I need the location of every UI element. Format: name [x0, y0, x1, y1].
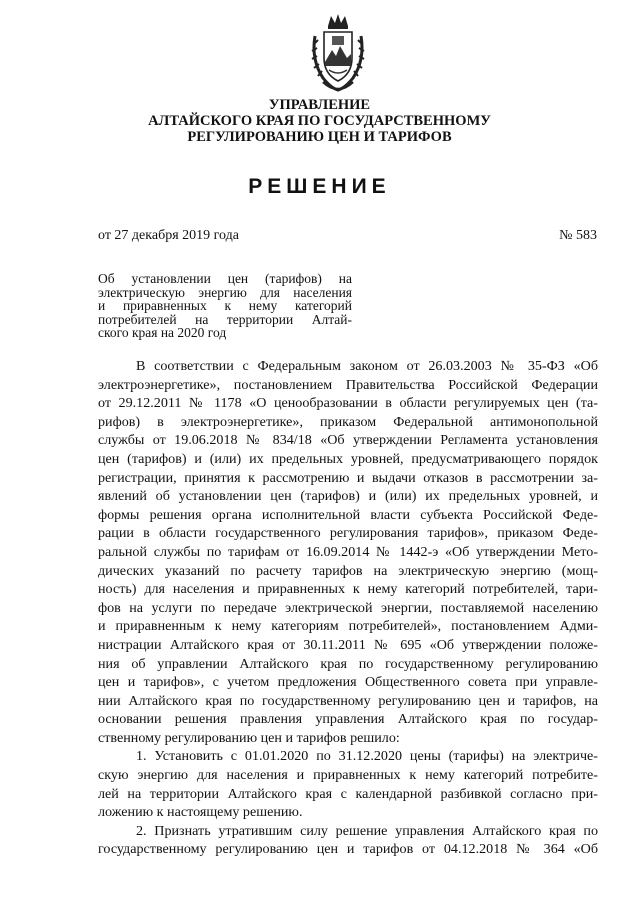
body-line: службы от 19.06.2018 № 834/18 «Об утверждении Регламента установления [98, 432, 598, 449]
body-line: нистрации Алтайского края от 30.11.2011 № 695 «Об утверждении положе- [98, 636, 598, 653]
body-line: 2. Признать утратившим силу решение управления Алтайского края по [136, 822, 598, 839]
subject-line: потребителей на территории Алтай- [98, 311, 352, 327]
body-line: ственному регулированию цен и тарифов решило: [98, 729, 400, 746]
body-line: ность) для населения и приравненных к нему категорий потребителей, тари- [98, 581, 598, 598]
subject-line: Об установлении цен (тарифов) на [98, 271, 352, 286]
body-line: государственному регулированию цен и тарифов от 04.12.2018 № 364 «Об [98, 841, 598, 858]
body-line: от 29.12.2011 № 1178 «О ценообразовании в области регулируемых цен (та- [98, 395, 598, 412]
body-line: дических указаний по расчету тарифов на электрическую энергию (мощ- [98, 562, 598, 579]
body-line: цен и тарифов», с учетом предложения Общественного совета при управле- [98, 674, 598, 691]
body-line: лей на территории Алтайского края с календарной разбивкой согласно при- [98, 785, 598, 802]
body-line: формы решения органа исполнительной власти субъекта Российской Феде- [98, 506, 598, 523]
altai-coat-of-arms-icon [309, 12, 367, 98]
subject-line: электрическую энергию для населения [98, 284, 352, 300]
body-line: ральной службы по тарифам от 16.09.2014 № 1442-э «Об утверждении Мето- [98, 543, 598, 560]
document-date: от 27 декабря 2019 года [98, 228, 239, 243]
body-line: основании решения правления управления Алтайского края по государ- [98, 711, 598, 728]
document-title: РЕШЕНИЕ [248, 175, 391, 198]
body-line: явлений об установлении цен (тарифов) и (или) их предельных уровней, и [98, 488, 598, 505]
body-line: скую энергию для населения и приравненных к нему категорий потребите- [98, 767, 598, 784]
agency-line: УПРАВЛЕНИЕ [268, 97, 371, 113]
body-line: фов на услуги по передаче электрической энергии, поставляемой населению [98, 599, 598, 616]
agency-line: АЛТАЙСКОГО КРАЯ ПО ГОСУДАРСТВЕННОМУ [148, 113, 491, 129]
subject-line: ского края на 2020 год [98, 325, 227, 341]
body-line: рифов) в электроэнергетике», приказом Федеральной антимонопольной [98, 413, 598, 430]
document-number: № 583 [559, 228, 597, 243]
subject-line: и приравненных к нему категорий [98, 298, 352, 314]
agency-line: РЕГУЛИРОВАНИЮ ЦЕН И ТАРИФОВ [187, 129, 452, 145]
body-line: 1. Установить с 01.01.2020 по 31.12.2020 цены (тарифы) на электриче- [136, 748, 598, 765]
body-line: цен (тарифов) и (или) их предельных уровней, предусматривающего порядок [98, 450, 598, 467]
document-body [98, 357, 598, 859]
body-line: электроэнергетике», постановлением Правительства Российской Федерации [98, 376, 598, 393]
body-line: ния об управлении Алтайского края по государственному регулированию [98, 655, 598, 672]
body-line: В соответствии с Федеральным законом от 26.03.2003 № 35-ФЗ «Об [136, 358, 598, 374]
body-line: ложению к настоящему решению. [98, 804, 303, 821]
document-subject [98, 272, 352, 340]
body-line: и приравненным к нему категориям потребителей», постановлением Адми- [98, 618, 598, 635]
agency-name [0, 97, 639, 145]
body-line: регистрации, принятия к рассмотрению и выдачи отказов в рассмотрении за- [98, 469, 598, 486]
body-line: рации в области государственного регулирования тарифов», приказом Феде- [98, 525, 598, 542]
body-line: нии Алтайского края по государственному регулированию цен и тарифов, на [98, 692, 598, 709]
